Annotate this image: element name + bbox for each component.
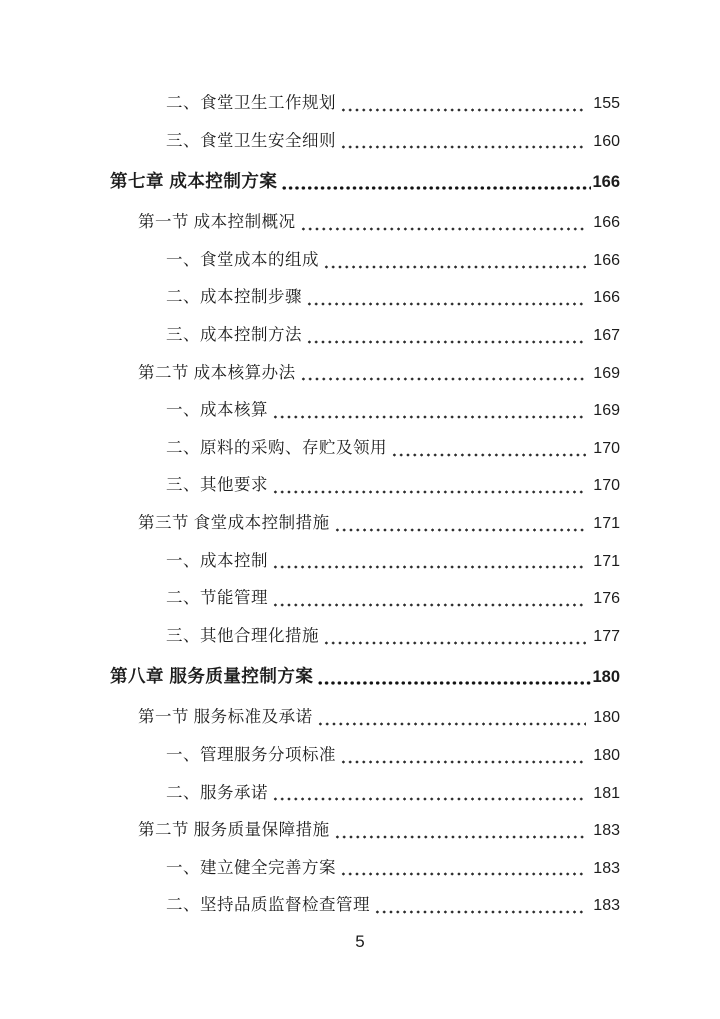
toc-entry-page-number: 160 — [593, 132, 620, 150]
toc-entry-label: 第三节 食堂成本控制措施 — [138, 512, 330, 532]
toc-entry-page-number: 176 — [593, 590, 620, 608]
dot-leader — [272, 603, 586, 607]
toc-entry-page-number: 180 — [593, 709, 620, 727]
dot-leader — [334, 528, 587, 532]
toc-entry-page-number: 183 — [593, 897, 620, 915]
page-number: 5 — [355, 932, 365, 951]
toc-entry-page-number: 166 — [593, 251, 620, 269]
toc-entry-page-number: 169 — [593, 402, 620, 420]
toc-entry — [110, 736, 620, 774]
toc-entry-label: 第二节 服务质量保障措施 — [138, 820, 330, 840]
toc-entry-page-number: 171 — [593, 552, 620, 570]
dot-leader — [323, 265, 586, 269]
toc-entry-label: 第一节 服务标准及承诺 — [138, 707, 313, 727]
toc-entry-label: 第一节 成本控制概况 — [138, 212, 296, 232]
toc-entry — [110, 617, 620, 655]
dot-leader — [272, 797, 586, 801]
dot-leader — [340, 760, 586, 764]
toc-entry-label: 一、成本控制 — [166, 550, 268, 570]
toc-entry — [110, 774, 620, 812]
toc-entry-page-number: 170 — [593, 439, 620, 457]
toc-entry-label: 一、成本核算 — [166, 400, 268, 420]
dot-leader — [340, 108, 586, 112]
toc-entry-label: 第七章 成本控制方案 — [110, 171, 278, 192]
toc-entry-label: 第二节 成本核算办法 — [138, 362, 296, 382]
toc-entry — [110, 579, 620, 617]
toc-entry-page-number: 155 — [593, 95, 620, 112]
dot-leader — [272, 565, 586, 569]
toc-entry-page-number: 183 — [593, 822, 620, 840]
toc-entry — [110, 429, 620, 467]
toc-entry-page-number: 183 — [593, 859, 620, 877]
toc-entry-label: 二、成本控制步骤 — [166, 287, 302, 307]
toc-entry — [110, 466, 620, 504]
toc-entry — [110, 698, 620, 736]
toc-entry — [110, 278, 620, 316]
toc-entry-label: 一、管理服务分项标准 — [166, 744, 336, 764]
toc-entry-label: 一、食堂成本的组成 — [166, 249, 319, 269]
toc-entry-label: 三、其他合理化措施 — [166, 625, 319, 645]
toc-entry-page-number: 180 — [592, 668, 620, 687]
toc-entry — [110, 849, 620, 887]
dot-leader — [334, 835, 587, 839]
toc-entry-label: 二、原料的采购、存贮及领用 — [166, 437, 387, 457]
dot-leader — [391, 453, 586, 457]
toc-entry-page-number: 166 — [593, 214, 620, 232]
toc-entry — [110, 542, 620, 580]
toc-entry — [110, 122, 620, 160]
dot-leader — [272, 415, 586, 419]
toc-entry-page-number: 166 — [592, 173, 620, 192]
toc-entry-label: 二、服务承诺 — [166, 782, 268, 802]
dot-leader — [306, 340, 586, 344]
dot-leader — [300, 377, 587, 381]
dot-leader — [374, 910, 586, 914]
dot-leader — [281, 186, 591, 190]
toc-entry — [110, 504, 620, 542]
toc-entry-page-number: 170 — [593, 477, 620, 495]
dot-leader — [323, 641, 586, 645]
page-footer — [0, 932, 720, 952]
toc-entry-label: 第八章 服务质量控制方案 — [110, 666, 314, 687]
toc-entry — [110, 159, 620, 203]
toc-entry-page-number: 169 — [593, 364, 620, 382]
dot-leader — [317, 681, 591, 685]
toc-entry-label: 一、建立健全完善方案 — [166, 857, 336, 877]
toc-entry-label: 三、食堂卫生安全细则 — [166, 130, 336, 150]
toc-entry — [110, 84, 620, 122]
toc-entry-page-number: 181 — [593, 784, 620, 802]
toc-entry-page-number: 177 — [593, 627, 620, 645]
dot-leader — [340, 145, 586, 149]
toc-entry — [110, 203, 620, 241]
dot-leader — [317, 722, 587, 726]
toc-entry-label: 二、坚持品质监督检查管理 — [166, 895, 370, 915]
dot-leader — [306, 302, 586, 306]
toc-entry — [110, 886, 620, 924]
toc-entry — [110, 391, 620, 429]
toc-entry — [110, 654, 620, 698]
toc-entry-label: 三、成本控制方法 — [166, 324, 302, 344]
dot-leader — [340, 872, 586, 876]
toc-entry — [110, 811, 620, 849]
toc-entry-label: 三、其他要求 — [166, 475, 268, 495]
toc-entry-label: 二、食堂卫生工作规划 — [166, 93, 336, 112]
toc-entry-page-number: 166 — [593, 289, 620, 307]
toc-entry — [110, 354, 620, 392]
toc-entry-page-number: 171 — [593, 514, 620, 532]
dot-leader — [272, 490, 586, 494]
toc-entry — [110, 241, 620, 279]
toc-entry-page-number: 180 — [593, 746, 620, 764]
toc-entry-label: 二、节能管理 — [166, 588, 268, 608]
toc-entry-page-number: 167 — [593, 326, 620, 344]
toc-entry — [110, 316, 620, 354]
dot-leader — [300, 227, 587, 231]
